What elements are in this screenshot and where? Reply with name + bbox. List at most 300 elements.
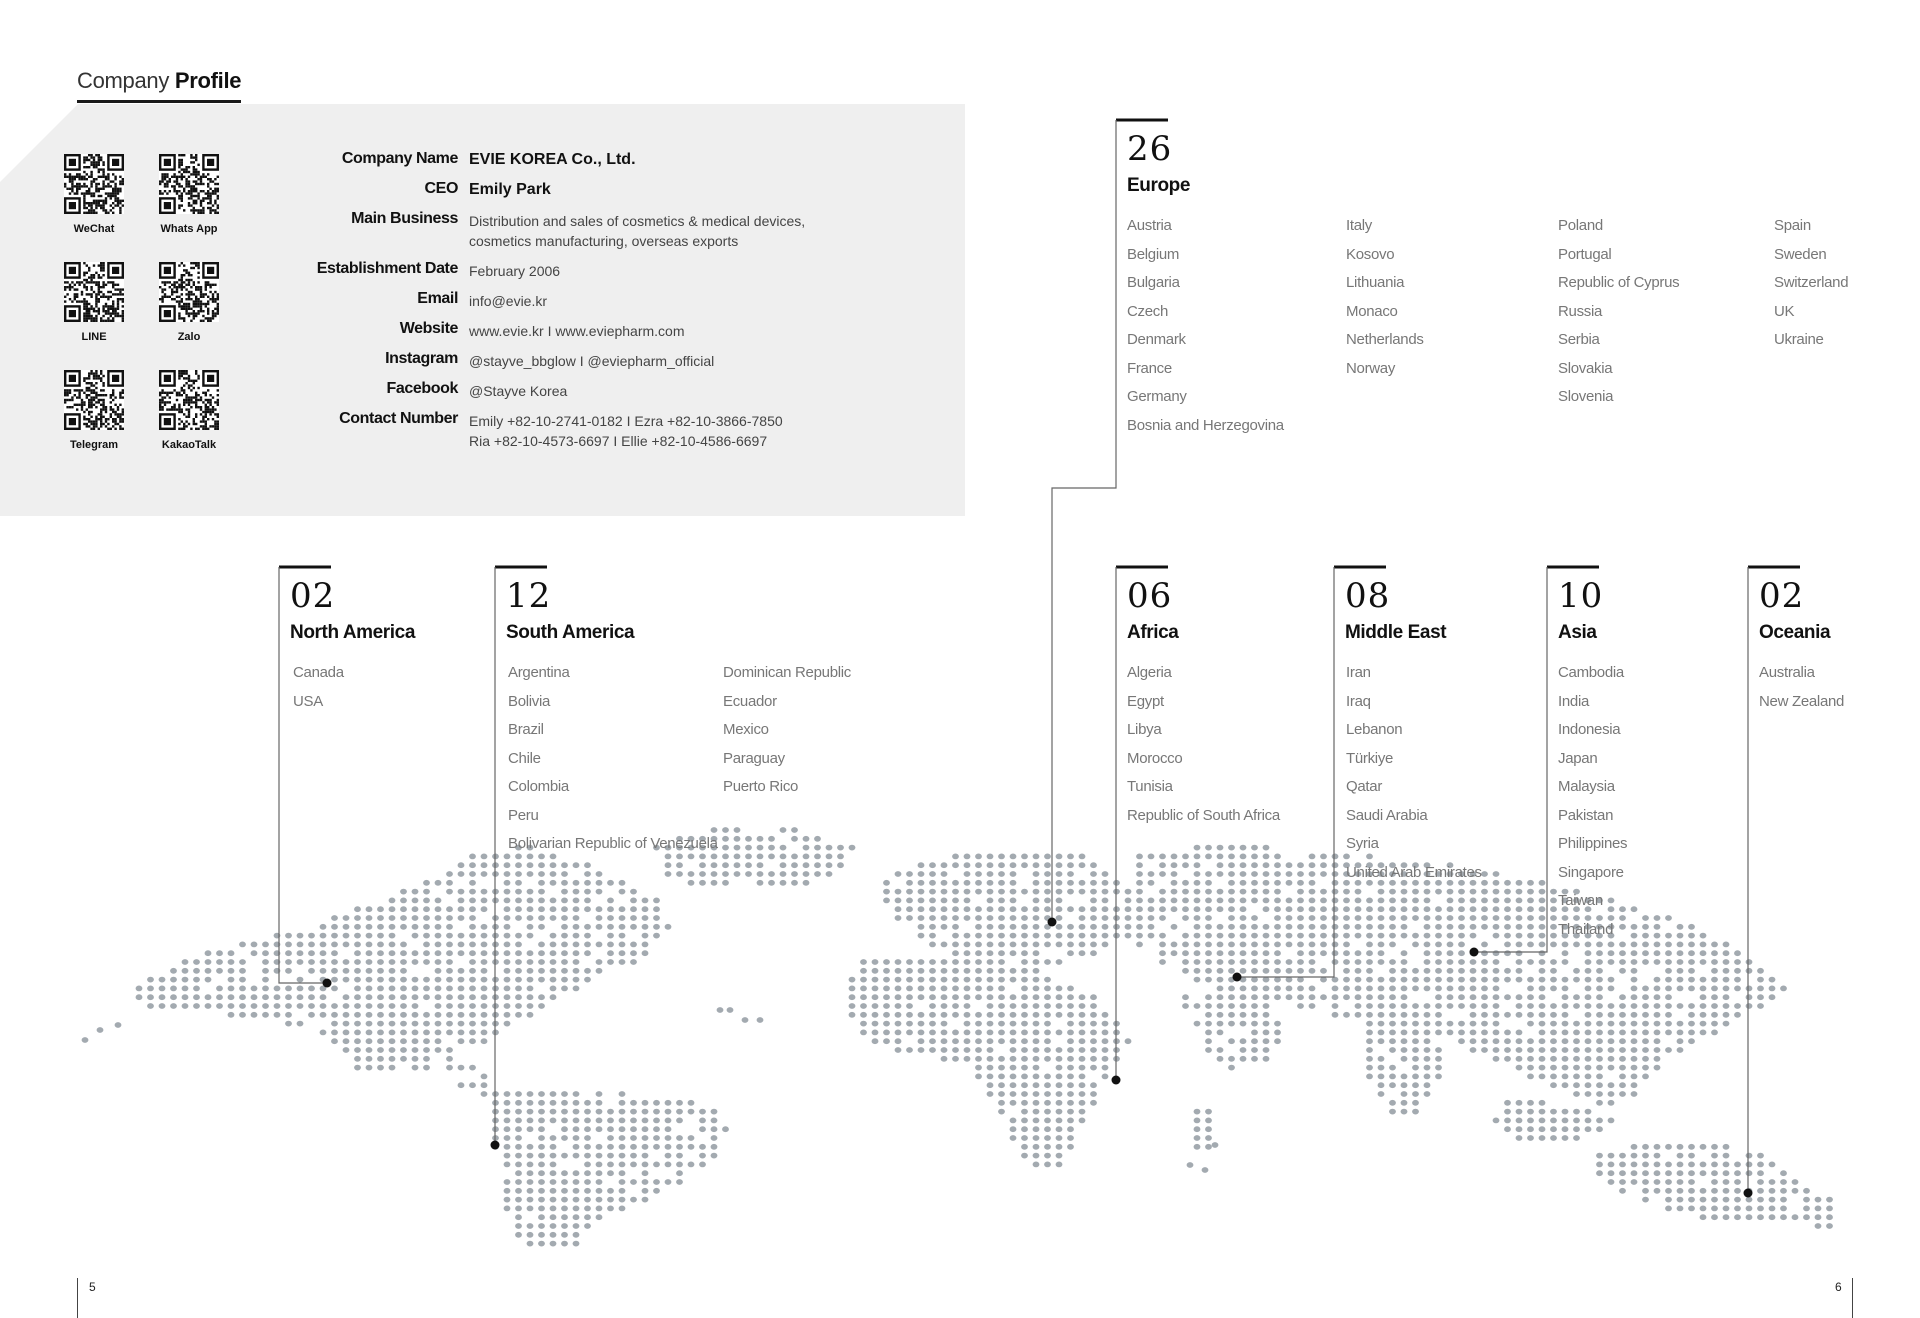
- country-item: India: [1558, 692, 1590, 710]
- map-dot: [906, 880, 913, 886]
- map-dot: [205, 968, 212, 974]
- map-dot: [1217, 889, 1224, 895]
- map-dot: [895, 977, 902, 983]
- map-dot: [1205, 1047, 1212, 1053]
- map-dot: [1412, 1038, 1419, 1044]
- map-dot: [1182, 959, 1189, 965]
- map-dot: [987, 1056, 994, 1062]
- map-dot: [1803, 1206, 1810, 1212]
- map-dot: [1010, 1065, 1017, 1071]
- map-dot: [1378, 1012, 1385, 1018]
- qr-code-whats-app[interactable]: [159, 154, 219, 214]
- map-dot: [538, 942, 545, 948]
- map-dot: [1033, 933, 1040, 939]
- country-item: Republic of Cyprus: [1558, 274, 1680, 291]
- map-dot: [1539, 1003, 1546, 1009]
- map-dot: [1412, 1012, 1419, 1018]
- map-dot: [435, 942, 442, 948]
- map-dot: [550, 968, 557, 974]
- map-dot: [538, 1232, 545, 1238]
- map-dot: [1320, 915, 1327, 921]
- map-dot: [1021, 906, 1028, 912]
- map-dot: [1194, 950, 1201, 956]
- map-dot: [481, 986, 488, 992]
- map-dot: [343, 933, 350, 939]
- map-dot: [320, 950, 327, 956]
- map-dot: [1700, 1162, 1707, 1168]
- map-dot: [446, 1003, 453, 1009]
- map-dot: [366, 1021, 373, 1027]
- map-dot: [1539, 1100, 1546, 1106]
- map-dot: [895, 1030, 902, 1036]
- map-dot: [964, 906, 971, 912]
- map-dot: [1412, 986, 1419, 992]
- map-dot: [941, 871, 948, 877]
- qr-code-kakaotalk[interactable]: [159, 370, 219, 430]
- map-dot: [1044, 959, 1051, 965]
- map-dot: [550, 933, 557, 939]
- map-dot: [780, 845, 787, 851]
- map-dot: [1608, 1153, 1615, 1159]
- map-dot: [1550, 1056, 1557, 1062]
- map-dot: [1631, 1082, 1638, 1088]
- map-dot: [170, 994, 177, 1000]
- map-dot: [918, 862, 925, 868]
- map-dot: [1412, 1003, 1419, 1009]
- map-dot: [998, 915, 1005, 921]
- map-dot: [1734, 1197, 1741, 1203]
- map-dot: [1355, 889, 1362, 895]
- qr-code-line[interactable]: [64, 262, 124, 322]
- map-dot: [458, 871, 465, 877]
- map-dot: [1516, 1065, 1523, 1071]
- map-dot: [1217, 1047, 1224, 1053]
- map-dot: [607, 1188, 614, 1194]
- map-dot: [1608, 950, 1615, 956]
- map-dot: [469, 915, 476, 921]
- map-dot: [527, 1162, 534, 1168]
- map-dot: [1067, 1030, 1074, 1036]
- map-dot: [1240, 986, 1247, 992]
- map-dot: [1217, 968, 1224, 974]
- map-dot: [1677, 986, 1684, 992]
- qr-code-telegram[interactable]: [64, 370, 124, 430]
- map-dot: [1654, 977, 1661, 983]
- map-dot: [1447, 1021, 1454, 1027]
- map-dot: [1573, 1126, 1580, 1132]
- country-item: United Arab Emirates: [1346, 863, 1482, 881]
- map-dot: [1079, 1012, 1086, 1018]
- map-dot: [504, 986, 511, 992]
- map-dot: [1240, 862, 1247, 868]
- map-dot: [596, 1100, 603, 1106]
- map-dot: [1389, 889, 1396, 895]
- map-dot: [1539, 1126, 1546, 1132]
- map-dot: [1320, 889, 1327, 895]
- map-dot: [561, 924, 568, 930]
- map-dot: [1389, 942, 1396, 948]
- map-dot: [423, 950, 430, 956]
- map-dot: [596, 1188, 603, 1194]
- map-dot: [159, 977, 166, 983]
- map-dot: [1378, 906, 1385, 912]
- map-dot: [596, 871, 603, 877]
- map-dot: [1343, 898, 1350, 904]
- map-dot: [584, 1188, 591, 1194]
- map-dot: [619, 1197, 626, 1203]
- country-item: Colombia: [508, 778, 569, 795]
- map-dot: [1539, 1118, 1546, 1124]
- map-dot: [860, 986, 867, 992]
- qr-code-wechat[interactable]: [64, 154, 124, 214]
- map-dot: [1182, 950, 1189, 956]
- map-dot: [538, 1188, 545, 1194]
- map-dot: [791, 862, 798, 868]
- map-dot: [1136, 854, 1143, 860]
- map-dot: [1228, 854, 1235, 860]
- map-dot: [331, 1030, 338, 1036]
- map-dot: [1481, 1047, 1488, 1053]
- map-dot: [1550, 1126, 1557, 1132]
- country-item: Slovakia: [1558, 359, 1613, 377]
- map-dot: [941, 898, 948, 904]
- map-dot: [1251, 889, 1258, 895]
- map-dot: [1550, 986, 1557, 992]
- map-dot: [377, 977, 384, 983]
- map-dot: [998, 854, 1005, 860]
- map-dot: [423, 942, 430, 948]
- map-dot: [458, 1003, 465, 1009]
- map-dot: [860, 977, 867, 983]
- map-dot: [964, 942, 971, 948]
- map-dot: [941, 1003, 948, 1009]
- map-dot: [1297, 915, 1304, 921]
- map-dot: [377, 1012, 384, 1018]
- map-dot: [1320, 968, 1327, 974]
- country-item: Czech: [1127, 302, 1169, 320]
- map-dot: [1274, 1038, 1281, 1044]
- map-dot: [1332, 854, 1339, 860]
- map-dot: [987, 871, 994, 877]
- south-america-name: South America: [506, 622, 635, 643]
- map-dot: [998, 1012, 1005, 1018]
- map-dot: [1217, 942, 1224, 948]
- map-dot: [561, 906, 568, 912]
- map-dot: [366, 1003, 373, 1009]
- map-dot: [1596, 1012, 1603, 1018]
- map-dot: [1481, 898, 1488, 904]
- map-dot: [481, 1003, 488, 1009]
- map-dot: [1527, 1074, 1534, 1080]
- map-dot: [1435, 950, 1442, 956]
- map-dot: [1516, 880, 1523, 886]
- map-dot: [1010, 977, 1017, 983]
- map-dot: [1573, 977, 1580, 983]
- map-dot: [262, 986, 269, 992]
- map-dot: [1240, 1038, 1247, 1044]
- map-dot: [1148, 915, 1155, 921]
- map-dot: [998, 933, 1005, 939]
- map-dot: [1493, 1056, 1500, 1062]
- map-dot: [504, 906, 511, 912]
- map-dot: [1021, 862, 1028, 868]
- map-dot: [481, 898, 488, 904]
- map-dot: [1056, 889, 1063, 895]
- map-dot: [1608, 1056, 1615, 1062]
- map-dot: [400, 942, 407, 948]
- map-dot: [136, 986, 143, 992]
- map-dot: [504, 854, 511, 860]
- map-dot: [1217, 854, 1224, 860]
- europe-connector: [1052, 120, 1116, 922]
- map-dot: [1274, 898, 1281, 904]
- map-dot: [1044, 994, 1051, 1000]
- map-dot: [1366, 924, 1373, 930]
- map-dot: [193, 994, 200, 1000]
- map-dot: [400, 994, 407, 1000]
- map-dot: [262, 977, 269, 983]
- map-dot: [1481, 950, 1488, 956]
- map-dot: [1734, 1003, 1741, 1009]
- map-dot: [515, 1100, 522, 1106]
- map-dot: [1217, 933, 1224, 939]
- map-dot: [481, 950, 488, 956]
- map-dot: [251, 986, 258, 992]
- map-dot: [1389, 924, 1396, 930]
- map-dot: [550, 1091, 557, 1097]
- map-dot: [1079, 1056, 1086, 1062]
- email-value: info@evie.kr: [469, 293, 548, 309]
- map-dot: [1619, 1030, 1626, 1036]
- map-dot: [1631, 1038, 1638, 1044]
- map-dot: [239, 942, 246, 948]
- map-dot: [1136, 942, 1143, 948]
- map-dot: [1205, 1144, 1212, 1150]
- country-item: Saudi Arabia: [1346, 806, 1428, 824]
- map-dot: [1481, 871, 1488, 877]
- map-dot: [354, 942, 361, 948]
- map-dot: [573, 915, 580, 921]
- map-dot: [1010, 1126, 1017, 1132]
- map-dot: [1458, 906, 1465, 912]
- map-dot: [607, 942, 614, 948]
- map-dot: [1723, 1012, 1730, 1018]
- map-dot: [1010, 906, 1017, 912]
- map-dot: [1056, 924, 1063, 930]
- map-dot: [1746, 1206, 1753, 1212]
- map-dot: [1033, 1162, 1040, 1168]
- map-dot: [527, 959, 534, 965]
- map-dot: [1435, 1030, 1442, 1036]
- map-dot: [446, 986, 453, 992]
- map-dot: [757, 1017, 764, 1023]
- map-dot: [1332, 880, 1339, 886]
- map-dot: [1378, 1038, 1385, 1044]
- map-dot: [941, 915, 948, 921]
- map-dot: [791, 880, 798, 886]
- map-dot: [1125, 906, 1132, 912]
- map-dot: [1205, 942, 1212, 948]
- map-dot: [1355, 1012, 1362, 1018]
- map-dot: [745, 854, 752, 860]
- map-dot: [952, 1012, 959, 1018]
- map-dot: [1711, 1012, 1718, 1018]
- map-dot: [745, 862, 752, 868]
- map-dot: [1343, 959, 1350, 965]
- map-dot: [1021, 1091, 1028, 1097]
- map-dot: [1366, 898, 1373, 904]
- map-dot: [1550, 1038, 1557, 1044]
- map-dot: [607, 1126, 614, 1132]
- map-dot: [964, 977, 971, 983]
- map-dot: [423, 924, 430, 930]
- map-dot: [527, 1109, 534, 1115]
- map-dot: [1608, 1162, 1615, 1168]
- map-dot: [1274, 924, 1281, 930]
- map-dot: [596, 942, 603, 948]
- map-dot: [573, 924, 580, 930]
- country-item: Pakistan: [1558, 806, 1614, 824]
- map-dot: [1780, 1214, 1787, 1220]
- map-dot: [1251, 898, 1258, 904]
- map-dot: [538, 1197, 545, 1203]
- north-america-count: 02: [290, 576, 336, 616]
- map-dot: [1516, 1047, 1523, 1053]
- map-dot: [1424, 1056, 1431, 1062]
- map-dot: [1688, 950, 1695, 956]
- map-dot: [1205, 924, 1212, 930]
- map-dot: [1665, 986, 1672, 992]
- map-dot: [1424, 1091, 1431, 1097]
- map-dot: [653, 1144, 660, 1150]
- map-dot: [504, 942, 511, 948]
- map-dot: [1389, 994, 1396, 1000]
- map-dot: [642, 898, 649, 904]
- map-dot: [527, 871, 534, 877]
- map-dot: [1010, 871, 1017, 877]
- map-dot: [1067, 924, 1074, 930]
- map-dot: [1746, 1153, 1753, 1159]
- map-dot: [1619, 1091, 1626, 1097]
- map-dot: [1366, 977, 1373, 983]
- map-dot: [1481, 1012, 1488, 1018]
- map-dot: [1355, 959, 1362, 965]
- map-dot: [1056, 1118, 1063, 1124]
- map-dot: [1251, 1021, 1258, 1027]
- qr-code-zalo[interactable]: [159, 262, 219, 322]
- map-dot: [768, 836, 775, 842]
- map-dot: [1562, 977, 1569, 983]
- map-dot: [1631, 1030, 1638, 1036]
- map-dot: [1700, 1021, 1707, 1027]
- map-dot: [1205, 977, 1212, 983]
- map-dot: [1424, 986, 1431, 992]
- map-dot: [308, 994, 315, 1000]
- map-dot: [1746, 959, 1753, 965]
- map-dot: [1447, 1003, 1454, 1009]
- map-dot: [998, 994, 1005, 1000]
- map-dot: [1251, 942, 1258, 948]
- map-dot: [1217, 845, 1224, 851]
- map-dot: [527, 1118, 534, 1124]
- map-dot: [734, 827, 741, 833]
- map-dot: [504, 1206, 511, 1212]
- map-dot: [1573, 968, 1580, 974]
- map-dot: [527, 1206, 534, 1212]
- map-dot: [1723, 950, 1730, 956]
- map-dot: [515, 1109, 522, 1115]
- map-dot: [458, 1030, 465, 1036]
- map-dot: [1044, 854, 1051, 860]
- map-dot: [1562, 942, 1569, 948]
- map-dot: [619, 1135, 626, 1141]
- map-dot: [1642, 924, 1649, 930]
- map-dot: [573, 968, 580, 974]
- map-dot: [1504, 915, 1511, 921]
- map-dot: [1412, 1056, 1419, 1062]
- map-dot: [1412, 898, 1419, 904]
- map-dot: [1251, 986, 1258, 992]
- map-dot: [423, 959, 430, 965]
- map-dot: [1309, 942, 1316, 948]
- map-dot: [469, 959, 476, 965]
- map-dot: [1125, 924, 1132, 930]
- map-dot: [757, 854, 764, 860]
- map-dot: [1665, 1170, 1672, 1176]
- map-dot: [584, 1179, 591, 1185]
- map-dot: [1182, 994, 1189, 1000]
- map-dot: [642, 1179, 649, 1185]
- map-dot: [389, 1065, 396, 1071]
- map-dot: [515, 1144, 522, 1150]
- map-dot: [504, 1179, 511, 1185]
- map-dot: [918, 986, 925, 992]
- map-dot: [872, 968, 879, 974]
- country-item: Japan: [1558, 749, 1598, 767]
- map-dot: [1263, 950, 1270, 956]
- map-dot: [1608, 1065, 1615, 1071]
- map-dot: [389, 1012, 396, 1018]
- map-dot: [1309, 862, 1316, 868]
- map-dot: [1723, 1003, 1730, 1009]
- map-dot: [1757, 1162, 1764, 1168]
- map-dot: [1493, 994, 1500, 1000]
- map-dot: [1504, 942, 1511, 948]
- map-dot: [860, 968, 867, 974]
- map-dot: [1343, 906, 1350, 912]
- country-item: Morocco: [1127, 749, 1183, 767]
- map-dot: [952, 1056, 959, 1062]
- map-dot: [1217, 924, 1224, 930]
- map-dot: [1355, 1003, 1362, 1009]
- map-dot: [1286, 924, 1293, 930]
- map-dot: [1148, 871, 1155, 877]
- map-dot: [987, 994, 994, 1000]
- map-dot: [1700, 1003, 1707, 1009]
- map-dot: [1079, 1003, 1086, 1009]
- map-dot: [515, 994, 522, 1000]
- map-dot: [1481, 968, 1488, 974]
- map-dot: [1815, 1197, 1822, 1203]
- map-dot: [1573, 942, 1580, 948]
- map-dot: [1677, 1030, 1684, 1036]
- map-dot: [423, 1065, 430, 1071]
- map-dot: [849, 994, 856, 1000]
- map-dot: [1573, 1021, 1580, 1027]
- map-dot: [389, 1003, 396, 1009]
- map-dot: [849, 977, 856, 983]
- map-dot: [1366, 986, 1373, 992]
